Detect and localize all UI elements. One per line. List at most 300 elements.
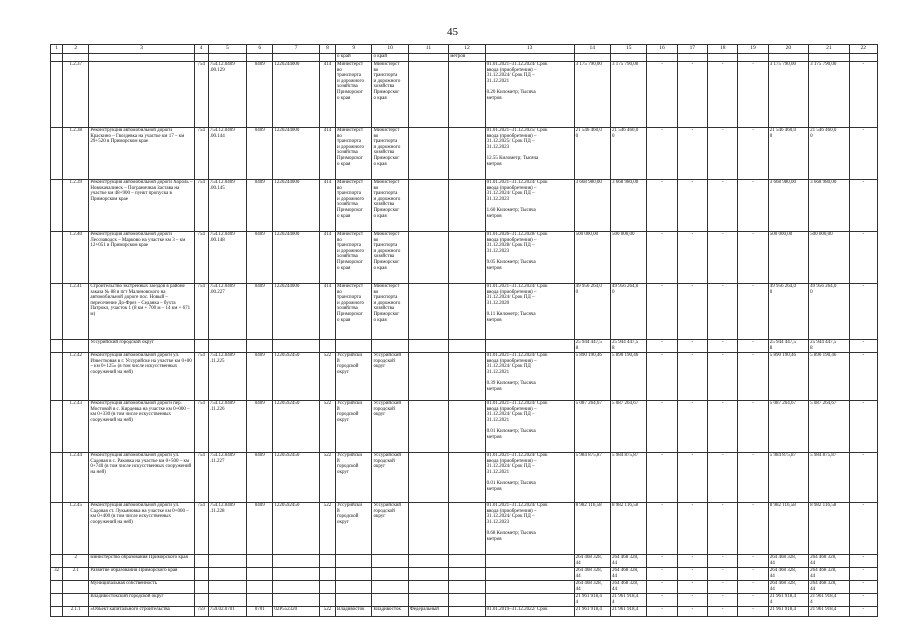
table-cell: - [738,503,768,555]
table-cell [208,568,246,581]
table-cell: Уссурийский городской округ [372,503,408,555]
table-cell: 21 961 918,4 [768,607,808,617]
table-cell: - [677,180,707,232]
table-cell [408,555,448,568]
table-cell [372,594,408,607]
table-cell: - [677,555,707,568]
table-cell: 49 956 264,0 0 [809,284,849,340]
table-cell [273,555,320,568]
table-cell: 754 [194,401,208,453]
table-cell [708,54,738,62]
table-cell: - [647,503,677,555]
table-cell [194,581,208,594]
table-cell: Муниципальная собственность [89,581,194,594]
table-cell: 0409 [247,503,273,555]
table-cell [611,54,647,62]
table-cell [449,353,485,401]
table-cell [449,453,485,503]
table-cell: 264 468 328, 44 [611,568,647,581]
table-cell: Владивосток [336,607,372,617]
table-cell: - [708,128,738,180]
table-cell [319,555,335,568]
column-number-cell: 3 [89,45,194,54]
table-cell [319,340,335,353]
table-cell: 522 [319,453,335,503]
table-cell [849,54,877,62]
table-cell: 8 982 116,58 [574,503,610,555]
table-cell: - [708,594,738,607]
table-cell: - [677,128,707,180]
table-cell: - [738,232,768,284]
table-cell [63,594,89,607]
table-cell: - [849,568,877,581]
table-cell: 5 087 264,67 [611,401,647,453]
table-cell [485,54,574,62]
table-cell [319,594,335,607]
table-cell: 0409 [247,62,273,128]
table-cell: - [677,581,707,594]
table-cell: 759.02.0701 [208,607,246,617]
table-cell [408,401,448,453]
column-number-cell: 2 [63,45,89,54]
table-cell: - [647,180,677,232]
table-cell: 21 961 918,4 [809,607,849,617]
table-cell [208,340,246,353]
table-cell: 21 546 460,0 0 [574,128,610,180]
column-number-cell: 8 [319,45,335,54]
table-cell: Строительство экстренных заездов в районе заказа № 88 в пгт Малиновского на автомобильной дороге пос. Новый – пересечение До-Фрез – Седанка – бухта Патрокл, участок 1 (8 км + 700 м – 14 км + 671 м) [89,284,194,340]
column-number-cell: 7 [273,45,320,54]
table-cell: 264 468 328, 44 [809,568,849,581]
table-cell: Министерст во транспорта и дорожного хозяйства Приморског о края [336,180,372,232]
table-cell: Владивостокский городской округ [89,594,194,607]
table-cell: 754 [194,503,208,555]
table-cell: Уссурийски й городской округ [336,503,372,555]
table-cell: 1220244000 [273,180,320,232]
table-cell: 25 944 447,5 8 [768,340,808,353]
table-cell [738,54,768,62]
table-cell [51,503,63,555]
table-cell: - [849,340,877,353]
table-cell: 5 890 190,46 [768,353,808,401]
table-cell: 500 000,00 [574,232,610,284]
table-cell: - [647,568,677,581]
table-cell: - [677,62,707,128]
column-number-cell: 4 [194,45,208,54]
table-cell: Реконструкция автомобильной дороги Хороль – Новокачалинск – Пограничная Застава на участке км 48+900 – пункт пропуска в Приморском крае [89,180,194,232]
table-cell: 2.1.1 [63,607,89,617]
table-cell: 759 [194,607,208,617]
table-cell: - [849,180,877,232]
table-cell: 754 [194,128,208,180]
table-cell: - [708,180,738,232]
table-cell: 01.01.2019–31.12.2022/ Срок [485,607,574,617]
table-cell: 1.2.45 [63,503,89,555]
table-cell: 754.12.0409 .11.227 [208,453,246,503]
table-cell: 264 468 328, 44 [611,581,647,594]
table-cell: 500 000,00 [611,232,647,284]
table-cell [408,62,448,128]
table-cell: 264 468 328, 44 [768,581,808,594]
table-cell: - [677,340,707,353]
table-cell: 49 956 264,0 0 [574,284,610,340]
table-cell: - [738,284,768,340]
table-cell [408,353,448,401]
table-cell: - [647,353,677,401]
table-row [51,607,878,617]
table-cell: - [647,581,677,594]
table-cell [51,594,63,607]
table-cell: 01.01.2021–31.12.2024/ Срок ввода (приобретения) – 31.12.2024/ Срок ПД – 31.12.2023 0.68 Километр; Тысяча метров [485,503,574,555]
table-cell: - [849,453,877,503]
table-cell [336,340,372,353]
table-cell: 21 961 918,4 4 [768,594,808,607]
table-cell: 01.01.2021–31.12.2024/ Срок ввода (приобретения) – 31.12.2024/ Срок ПД 31.12.2021 0.39 Километр; Тысяча метров [485,353,574,401]
table-cell [336,594,372,607]
table-cell [485,340,574,353]
table-cell: 0701 [247,607,273,617]
table-cell [372,581,408,594]
table-cell [51,353,63,401]
column-number-cell: 21 [809,45,849,54]
table-cell: 21 961 918,4 [611,607,647,617]
table-row [51,568,878,581]
table-cell [449,128,485,180]
table-cell: метров [449,54,485,62]
table-cell [647,54,677,62]
table-cell: - [708,568,738,581]
table-cell [208,594,246,607]
table-cell: 5 890 190,46 [611,353,647,401]
table-cell: 0409 [247,353,273,401]
table-cell: 8 982 116,58 [768,503,808,555]
table-cell: 754 [194,353,208,401]
table-cell: 8 982 116,58 [809,503,849,555]
table-cell [51,284,63,340]
table-cell [319,568,335,581]
table-cell [449,401,485,453]
column-number-cell: 15 [611,45,647,54]
table-cell [51,340,63,353]
table-cell [768,54,808,62]
table-cell: - [849,62,877,128]
table-cell: 754 [194,453,208,503]
table-cell: 5 890 190,46 [574,353,610,401]
table-cell: Уссурийски й городской округ [336,401,372,453]
table-cell: 3 175 790,00 [611,62,647,128]
table-cell: - [708,284,738,340]
table-cell: - [647,607,677,617]
table-cell: - [647,284,677,340]
table-cell [408,284,448,340]
table-cell: 754.12.0409 .00.144 [208,128,246,180]
table-cell [408,453,448,503]
table-cell: Министерст во транспорта и дорожного хозяйства Приморског о края [336,284,372,340]
table-cell [194,555,208,568]
table-cell: 01.01.2026–31.12.2028/ Срок ввода (приобретения) – 31.12.2028/ Срок ПД – 31.12.2023 9.05 Километр; Тысяча метров [485,232,574,284]
table-cell: 1.2.40 [63,232,89,284]
table-cell: 0409 [247,284,273,340]
table-cell [449,503,485,555]
table-cell: 2.1 [63,568,89,581]
table-cell: - [849,284,877,340]
table-cell: Реконструкция автомобильной дороги ул. Садовая в с. Раковка на участке км 0+500 – км 0+740 (в том числе искусственных сооружений на ней) [89,453,194,503]
table-cell [449,594,485,607]
page-number: 45 [447,26,458,38]
table-cell: 21 961 918,4 4 [574,594,610,607]
table-cell [372,340,408,353]
table-cell: «Объект капитального строительства [89,607,194,617]
column-number-cell: 18 [708,45,738,54]
table-cell: 21 546 460,0 0 [809,128,849,180]
table-cell: министерство образования Приморского края [89,555,194,568]
table-cell: 754.12.0409 .00.148 [208,232,246,284]
table-cell: - [738,555,768,568]
table-cell: 0409 [247,232,273,284]
column-number-cell: 22 [849,45,877,54]
table-cell: 264 468 328, 44 [574,568,610,581]
column-number-cell: 19 [738,45,768,54]
table-cell: Реконструкция автомобильной дороги ул. Садовая ст. Лукьяновка на участке км 0+000 – км 0+400 (в том числе искусственных сооружений на ней) [89,503,194,555]
table-cell [408,503,448,555]
table-cell: Уссурийский городской округ [372,453,408,503]
table-row [51,353,878,401]
table-cell [408,581,448,594]
table-cell: 754 [194,284,208,340]
table-cell: - [849,581,877,594]
table-cell: 21 961 918,4 [574,607,610,617]
table-cell: - [647,128,677,180]
table-cell: Уссурийски й городской округ [336,453,372,503]
table-cell [449,284,485,340]
table-cell: - [647,62,677,128]
table-cell [273,594,320,607]
table-cell: - [708,62,738,128]
table-cell: - [677,284,707,340]
table-cell: Министерст во транспорта и дорожного хозяйства Приморског о края [372,62,408,128]
table-cell [372,555,408,568]
table-cell: - [738,594,768,607]
table-cell: 21 961 918,4 4 [809,594,849,607]
table-cell: Федеральный [408,607,448,617]
table-cell: 5 087 264,67 [809,401,849,453]
table-cell [408,568,448,581]
table-cell [485,555,574,568]
table-cell: 3 668 980,00 [768,180,808,232]
table-cell [485,568,574,581]
table-cell: 01.01.2021–31.12.2024/ Срок ввода (приобретения) – 31.12.2024/ Срок ПД – 31.12.2021 0.01 Километр; Тысяча метров [485,401,574,453]
column-number-cell: 20 [768,45,808,54]
table-cell: - [647,232,677,284]
table-cell [51,180,63,232]
table-cell: Владивосток [372,607,408,617]
table-cell [51,581,63,594]
table-cell: Реконструкция автомобильной дороги Лесозаводск – Марково на участке км 3 – км 12+051 в Приморском крае [89,232,194,284]
table-cell: 32 [51,568,63,581]
table-cell: - [708,453,738,503]
table-cell: 1.2.38 [63,128,89,180]
table-cell: 25 944 447,5 8 [611,340,647,353]
table-row [51,453,878,503]
table-cell: Министерст во транспорта и дорожного хозяйства Приморског о края [372,180,408,232]
table-cell: - [708,503,738,555]
table-cell: 3 175 790,00 [809,62,849,128]
table-cell [51,555,63,568]
table-cell: - [708,353,738,401]
table-cell [51,607,63,617]
table-cell: Министерст во транспорта и дорожного хозяйства Приморског о края [336,62,372,128]
table-cell: Уссурийский городской округ [372,353,408,401]
table-cell [51,128,63,180]
table-cell: - [738,340,768,353]
column-number-cell: 6 [247,45,273,54]
table-cell: Министерст во транспорта и дорожного хозяйства Приморског о края [336,232,372,284]
table-cell: 3 175 790,00 [768,62,808,128]
table-cell: - [647,401,677,453]
table-cell: 5 984 875,87 [574,453,610,503]
table-cell: - [677,503,707,555]
table-cell: 1220244000 [273,232,320,284]
table-cell [208,555,246,568]
table-cell: - [677,568,707,581]
table-cell: Реконструкция автомобильной дороги пер. Мостовой в с. Кирдевка на участке км 0+000 – км 0+330 (в том числе искусственных сооружений на ней) [89,401,194,453]
table-cell [408,180,448,232]
table-cell: о край [336,54,372,62]
table-cell [247,555,273,568]
table-cell [273,54,320,62]
table-row [51,62,878,128]
table-cell: 754.12.0409 .11.228 [208,503,246,555]
table-cell [336,555,372,568]
table-cell [408,232,448,284]
table-cell: 1.2.42 [63,353,89,401]
table-cell: - [708,401,738,453]
table-cell: 264 468 328, 44 [809,555,849,568]
table-cell [408,340,448,353]
table-cell: - [738,581,768,594]
table-cell [336,568,372,581]
table-cell [273,568,320,581]
table-cell: 21 546 460,0 0 [768,128,808,180]
table-cell: - [738,568,768,581]
table-cell [51,62,63,128]
table-cell: Министерст во транспорта и дорожного хозяйства Приморског о края [372,284,408,340]
table-cell: 01.01.2021–31.12.2025/ Срок ввода (приобретения) – 31.12.2025/ Срок ПД – 31.12.2023 12.55 Километр; Тысяча метров [485,128,574,180]
table-cell [208,54,246,62]
table-cell [89,62,194,128]
table-cell [319,581,335,594]
table-cell: - [849,594,877,607]
table-cell [51,401,63,453]
table-cell: 1.2.41 [63,284,89,340]
table-cell: 754 [194,180,208,232]
table-cell: 1220592450 [273,453,320,503]
table-cell: 522 [319,353,335,401]
column-number-row [51,45,878,54]
table-cell [336,581,372,594]
table-cell: 1220592450 [273,353,320,401]
table-cell: 754 [194,232,208,284]
column-number-cell: 13 [485,45,574,54]
table-cell: 500 000,00 [768,232,808,284]
table-cell: - [849,555,877,568]
table-cell: - [849,607,877,617]
table-cell: 5 087 264,67 [574,401,610,453]
table-cell [194,568,208,581]
table-cell: 1220244000 [273,284,320,340]
table-cell: 264 468 328, 44 [574,581,610,594]
table-row [51,128,878,180]
table-cell: 0409 [247,453,273,503]
table-cell: - [677,353,707,401]
table-cell: 5 984 875,87 [809,453,849,503]
table-cell [449,568,485,581]
table-cell: Уссурийски й городской округ [336,353,372,401]
table-cell: Реконструкция автомобильной дороги Краскино – Гвоздевка на участке км 17 – км 29+520 в Приморском крае [89,128,194,180]
table-cell: 414 [319,62,335,128]
table-cell: 264 468 328, 44 [809,581,849,594]
table-cell [319,54,335,62]
table-cell: - [738,180,768,232]
table-cell: 1220244000 [273,128,320,180]
table-cell [408,594,448,607]
table-cell [449,180,485,232]
table-cell [449,340,485,353]
table-cell [408,54,448,62]
table-cell: 1.2.37 [63,62,89,128]
table-cell: 754 [194,62,208,128]
table-row [51,340,878,353]
table-row [51,581,878,594]
table-cell: 3 668 980,00 [809,180,849,232]
table-cell: 754.12.0409 .11.225 [208,353,246,401]
table-cell [408,128,448,180]
table-cell: 8 982 116,58 [611,503,647,555]
table-cell: 522 [319,607,335,617]
table-cell: - [708,232,738,284]
table-cell: Министерст во транспорта и дорожного хозяйства Приморског о края [372,128,408,180]
table-row [51,284,878,340]
table-cell: - [738,453,768,503]
table-cell [574,54,610,62]
table-cell: - [738,607,768,617]
table-cell [485,594,574,607]
column-number-cell: 16 [647,45,677,54]
table-cell: Министерст во транспорта и дорожного хозяйства Приморског о края [372,232,408,284]
table-cell: 21 961 918,4 4 [611,594,647,607]
table-cell: - [647,555,677,568]
table-cell [247,568,273,581]
table-cell: 414 [319,180,335,232]
table-cell: - [849,232,877,284]
table-cell: - [708,607,738,617]
table-cell: Развитие образования Приморского края [89,568,194,581]
table-cell: 500 000,00 [809,232,849,284]
table-cell: - [849,128,877,180]
table-cell [449,232,485,284]
table-cell: - [677,453,707,503]
table-cell: 522 [319,401,335,453]
table-cell: 49 956 264,0 0 [768,284,808,340]
table-cell: 3 668 980,00 [574,180,610,232]
table-cell: - [677,401,707,453]
table-cell: 21 546 460,0 0 [611,128,647,180]
table-cell [51,232,63,284]
table-cell: - [708,581,738,594]
table-cell: 1220592450 [273,503,320,555]
table-cell: - [647,340,677,353]
table-cell: 414 [319,232,335,284]
